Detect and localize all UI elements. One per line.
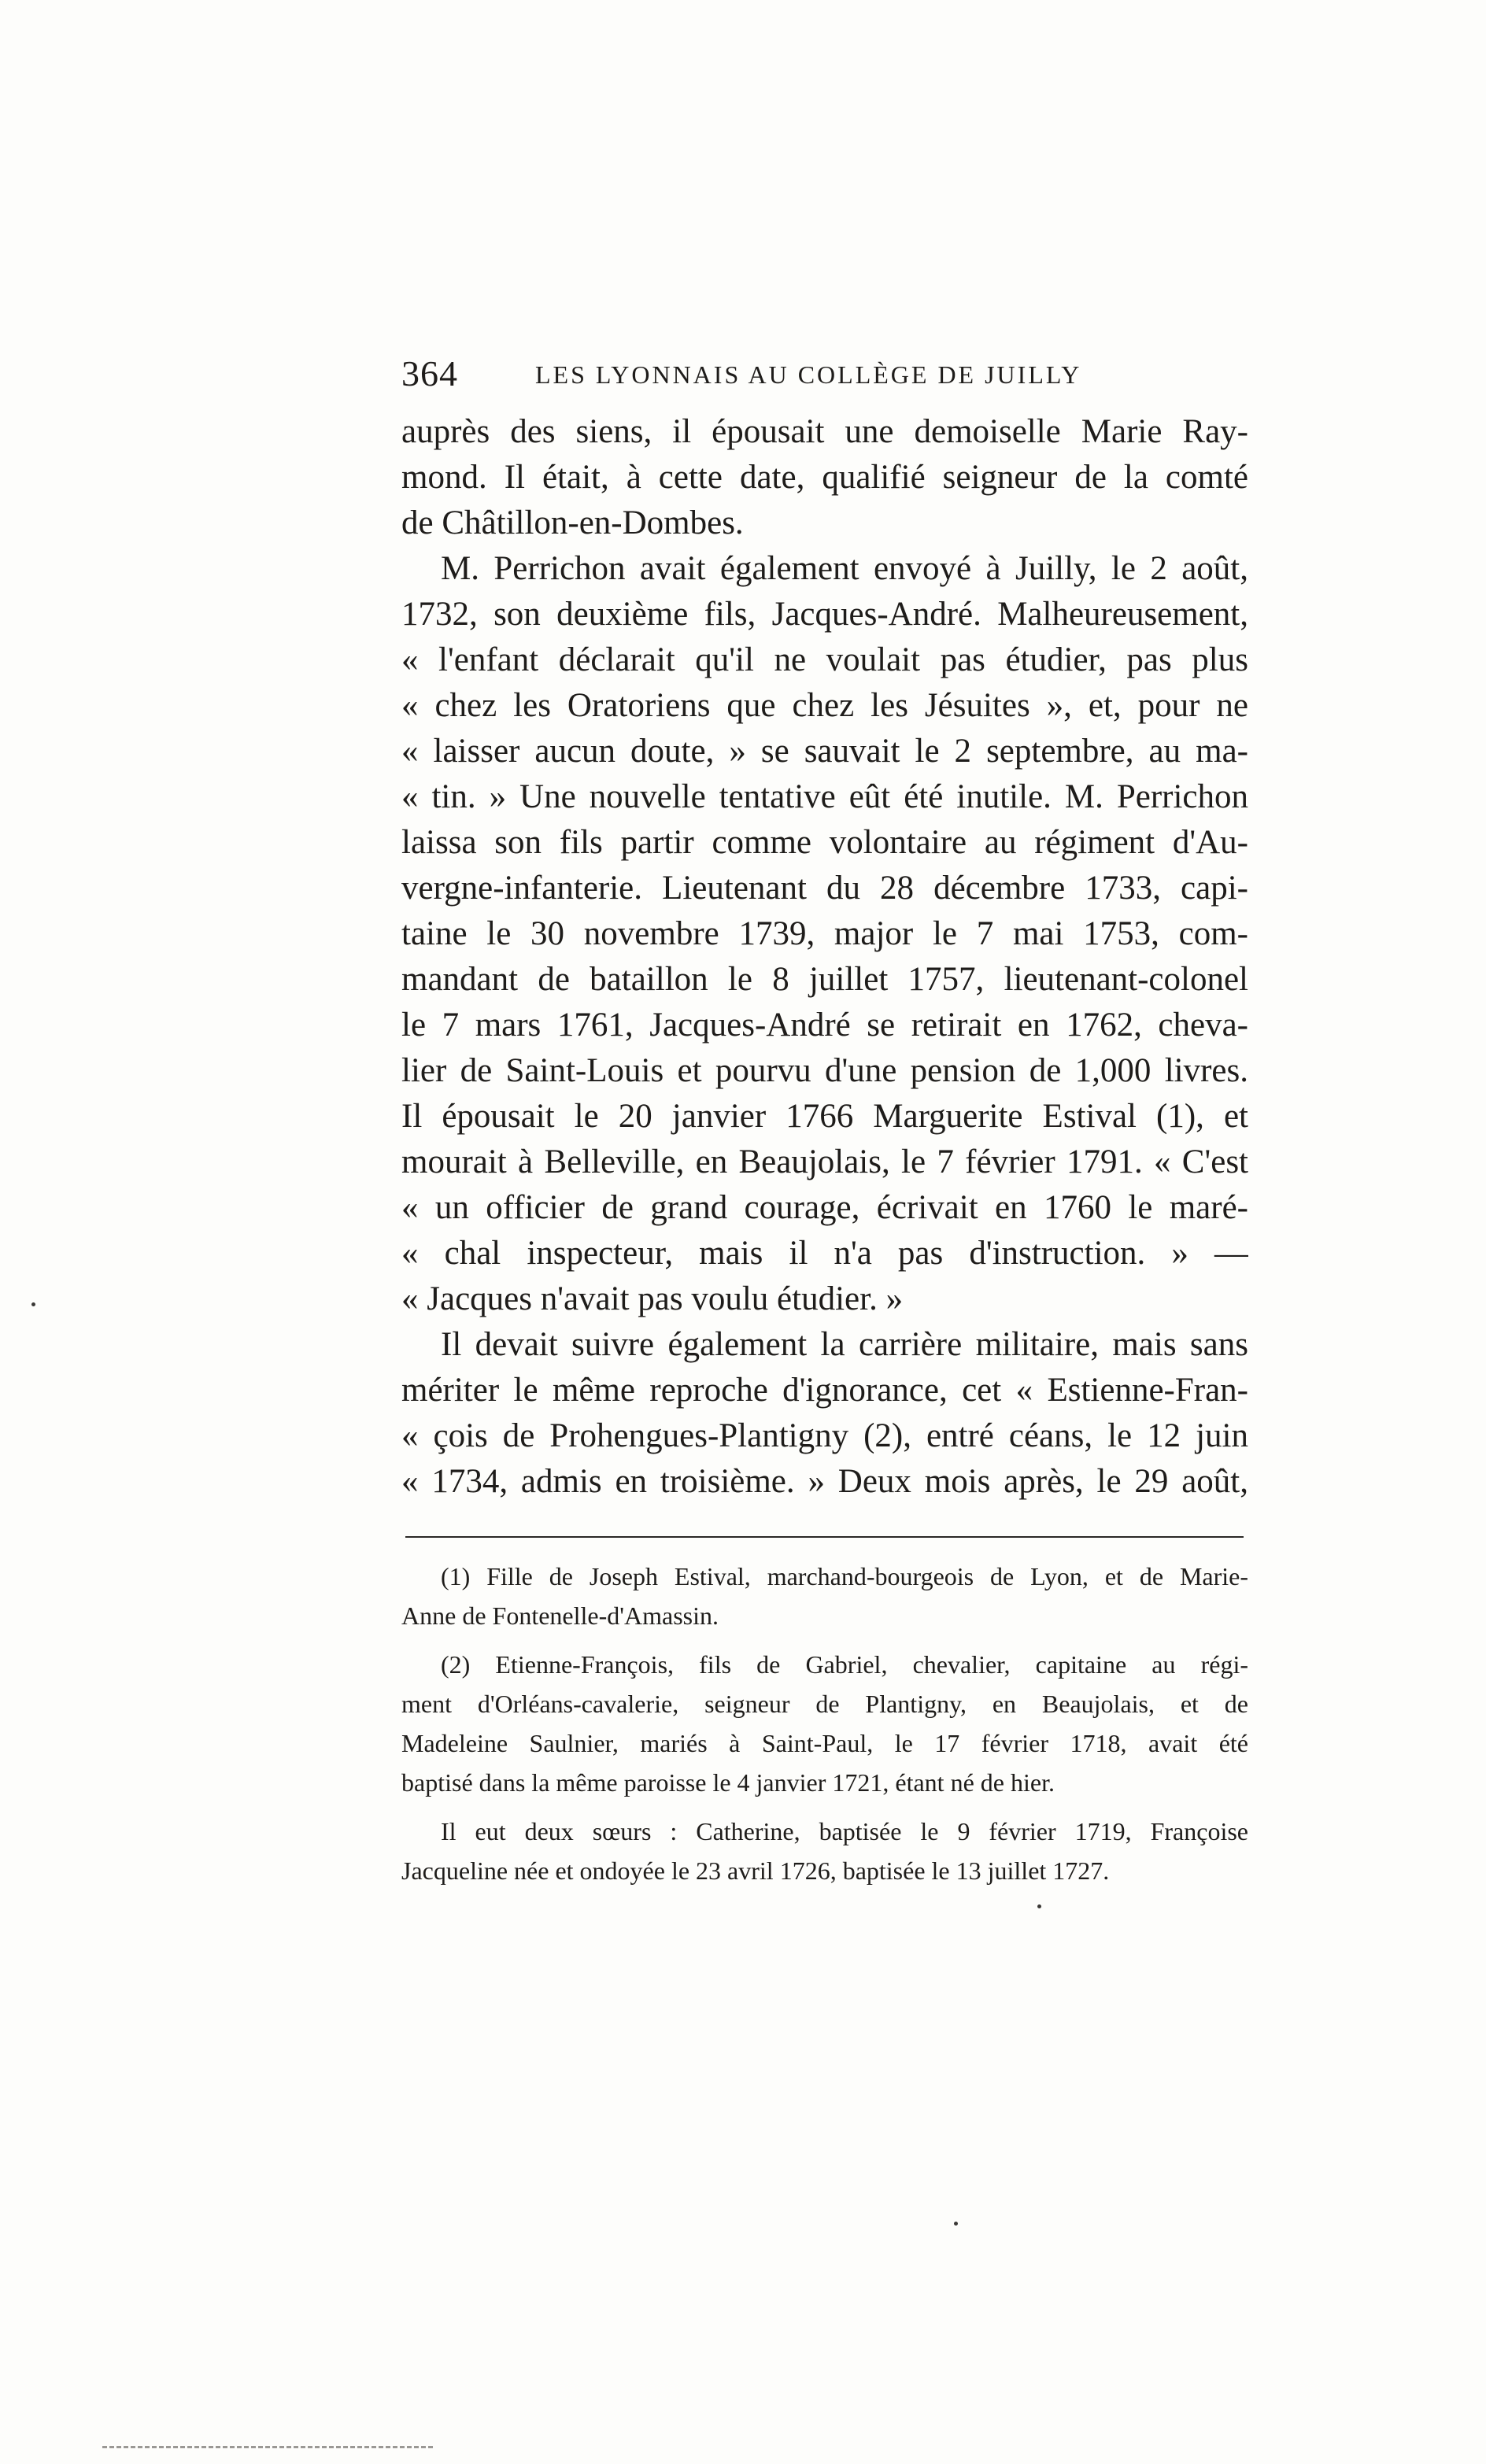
ink-speck — [31, 1302, 35, 1306]
body-line: mériter le même reproche d'ignorance, cet « Estienne-Fran- — [401, 1372, 1248, 1409]
body-line: mond. Il était, à cette date, qualifié seigneur de la comté — [401, 459, 1248, 496]
body-line: le 7 mars 1761, Jacques-André se retirait en 1762, cheva- — [401, 1007, 1248, 1044]
footnote-line: ment d'Orléans-cavalerie, seigneur de Plantigny, en Beaujolais, et de — [401, 1690, 1248, 1718]
footnote-line: Jacqueline née et ondoyée le 23 avril 1726, baptisée le 13 juillet 1727. — [401, 1856, 1110, 1885]
footnote-line: Il eut deux sœurs : Catherine, baptisée le 9 février 1719, Françoise — [441, 1817, 1248, 1845]
footnote-line: (1) Fille de Joseph Estival, marchand-bourgeois de Lyon, et de Marie- — [441, 1562, 1248, 1590]
body-line: auprès des siens, il épousait une demoiselle Marie Ray- — [401, 413, 1248, 450]
body-line: « un officier de grand courage, écrivait en 1760 le maré- — [401, 1189, 1248, 1226]
footnote-line: Madeleine Saulnier, mariés à Saint-Paul, le 17 février 1718, avait été — [401, 1729, 1248, 1757]
body-line: « laisser aucun doute, » se sauvait le 2 septembre, au ma- — [401, 733, 1248, 770]
footnotes — [401, 1557, 1248, 1890]
footnote-line: Anne de Fontenelle-d'Amassin. — [401, 1601, 719, 1630]
body-line: de Châtillon-en-Dombes. — [401, 504, 744, 541]
body-line: « çois de Prohengues-Plantigny (2), entré céans, le 12 juin — [401, 1417, 1248, 1454]
body-line: « 1734, admis en troisième. » Deux mois après, le 29 août, — [401, 1463, 1248, 1500]
body-line: « tin. » Une nouvelle tentative eût été inutile. M. Perrichon — [401, 778, 1248, 815]
body-line: « chal inspecteur, mais il n'a pas d'instruction. » — — [401, 1235, 1248, 1272]
body-line: laissa son fils partir comme volontaire au régiment d'Au- — [401, 824, 1248, 861]
body-line: mourait à Belleville, en Beaujolais, le 7 février 1791. « C'est — [401, 1143, 1248, 1180]
footnote-line: (2) Etienne-François, fils de Gabriel, chevalier, capitaine au régi- — [441, 1650, 1248, 1679]
footnote-line: baptisé dans la même paroisse le 4 janvier 1721, étant né de hier. — [401, 1768, 1055, 1797]
running-head — [401, 353, 1251, 400]
body-line: taine le 30 novembre 1739, major le 7 mai 1753, com- — [401, 915, 1248, 952]
footnote-divider — [405, 1536, 1244, 1538]
page-edge-mark — [102, 2446, 433, 2448]
body-line: M. Perrichon avait également envoyé à Juilly, le 2 août, — [441, 550, 1248, 587]
ink-speck — [954, 2222, 958, 2226]
body-line: « l'enfant déclarait qu'il ne voulait pas étudier, pas plus — [401, 641, 1248, 678]
footnote-gap — [401, 1802, 1248, 1812]
running-title: LES LYONNAIS AU COLLÈGE DE JUILLY — [535, 360, 1082, 389]
body-line: Il devait suivre également la carrière militaire, mais sans — [441, 1326, 1248, 1363]
body-line: Il épousait le 20 janvier 1766 Marguerite Estival (1), et — [401, 1098, 1248, 1135]
ink-speck — [1037, 1904, 1041, 1908]
body-line: « Jacques n'avait pas voulu étudier. » — [401, 1280, 904, 1317]
body-line: 1732, son deuxième fils, Jacques-André. Malheureusement, — [401, 596, 1248, 633]
body-text — [401, 409, 1248, 1505]
body-line: « chez les Oratoriens que chez les Jésuites », et, pour ne — [401, 687, 1248, 724]
page-number: 364 — [401, 353, 458, 393]
body-line: mandant de bataillon le 8 juillet 1757, lieutenant-colonel — [401, 961, 1248, 998]
body-line: lier de Saint-Louis et pourvu d'une pension de 1,000 livres. — [401, 1052, 1248, 1089]
footnote-gap — [401, 1635, 1248, 1645]
body-line: vergne-infanterie. Lieutenant du 28 décembre 1733, capi- — [401, 870, 1248, 907]
